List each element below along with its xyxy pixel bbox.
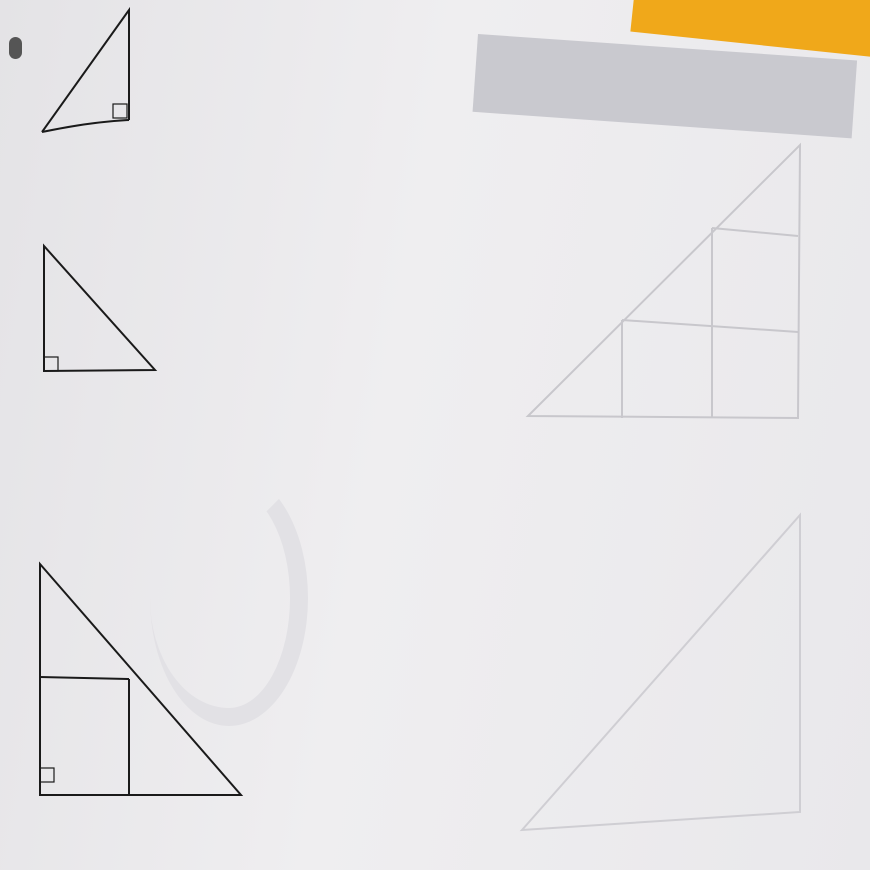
triangle-3 — [40, 564, 241, 795]
show-through-diagram-2 — [522, 515, 800, 830]
show-through-diagram-1 — [528, 145, 800, 418]
triangle-1 — [42, 10, 129, 132]
triangle-2 — [44, 246, 155, 371]
